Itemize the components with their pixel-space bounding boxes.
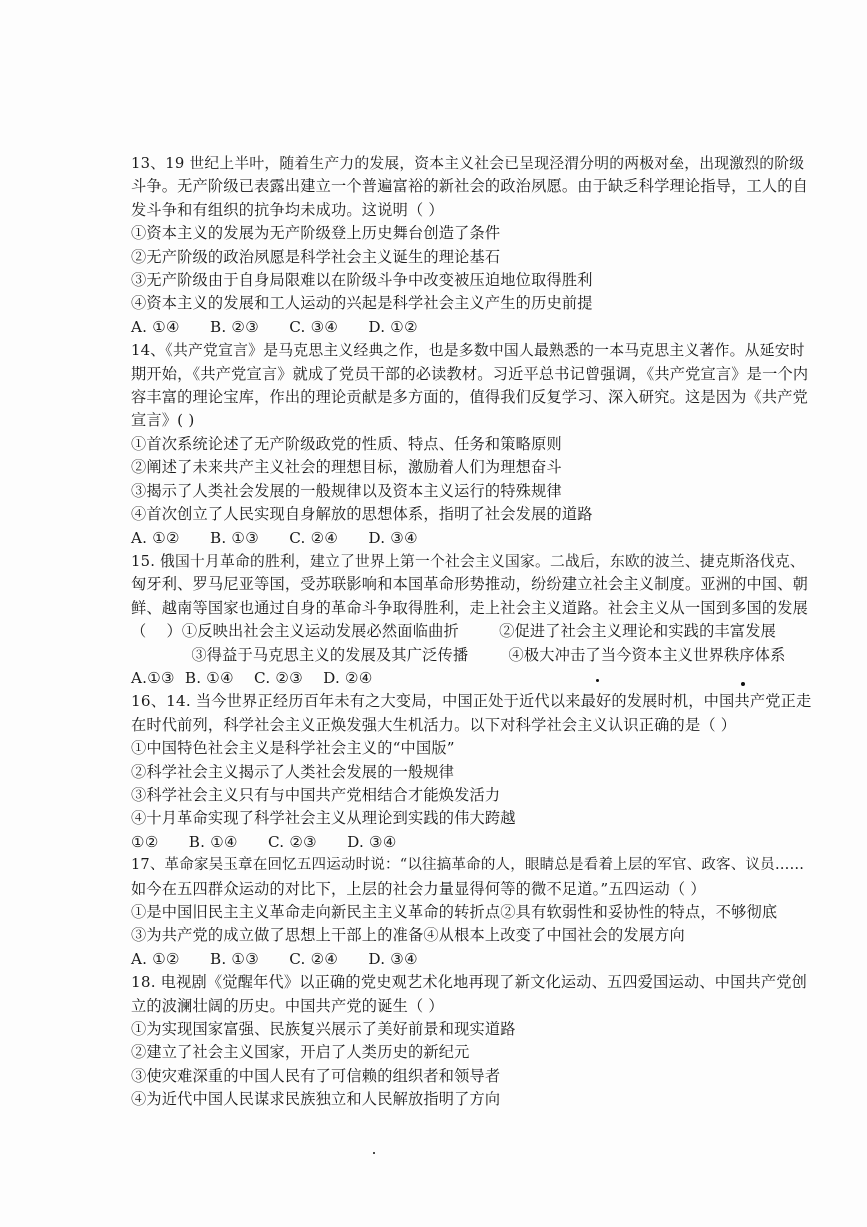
question-14-stem-line-4: 宣言》( ) <box>131 411 195 430</box>
question-13 <box>131 152 809 339</box>
question-13-stem-line-2: 斗争。无产阶级已表露出建立一个普遍富裕的新社会的政治夙愿。由于缺乏科学理论指导，工人的自 <box>131 177 809 196</box>
question-15-choices: A.①③ B. ①④ C. ②③ D. ②④ <box>131 668 373 687</box>
question-17 <box>131 854 803 971</box>
question-15-stem-line-1: 15. 俄国十月革命的胜利，建立了世界上第一个社会主义国家。二战后，东欧的波兰、捷克斯洛伐克、 <box>131 552 805 570</box>
question-17-statements-3-4: ③为共产党的成立做了思想上干部上的准备④从根本上改变了中国社会的发展方向 <box>131 926 685 945</box>
question-16-statement-4: ④十月革命实现了科学社会主义从理论到实践的伟大跨越 <box>131 809 516 828</box>
question-18-statement-4: ④为近代中国人民谋求民族独立和人民解放指明了方向 <box>131 1090 501 1109</box>
question-18-statement-2: ②建立了社会主义国家，开启了人类历史的新纪元 <box>131 1043 470 1062</box>
question-18-statement-3: ③使灾难深重的中国人民有了可信赖的组织者和领导者 <box>131 1066 501 1085</box>
question-16-statement-1: ①中国特色社会主义是科学社会主义的“中国版” <box>131 739 455 758</box>
question-13-choices: A. ①④ B. ②③ C. ③④ D. ①② <box>131 317 418 336</box>
question-16-stem-line-2: 在时代前列，科学社会主义正焕发强大生机活力。以下对科学社会主义认识正确的是（ ） <box>131 715 737 734</box>
question-18 <box>131 971 808 1111</box>
question-13-statement-1: ①资本主义的发展为无产阶级登上历史舞台创造了条件 <box>131 224 501 243</box>
question-18-stem-line-2: 立的波澜壮阔的历史。中国共产党的诞生（ ） <box>131 996 444 1015</box>
question-16-stem-line-1: 16、14. 当今世界正经历百年未有之大变局，中国正处于近代以来最好的发展时机，中国共产党正走 <box>131 692 812 711</box>
question-13-stem-line-1: 13、19 世纪上半叶，随着生产力的发展，资本主义社会已呈现泾渭分明的两极对垒，出现激烈的阶级 <box>131 155 805 172</box>
question-17-statements-1-2: ①是中国旧民主主义革命走向新民主主义革命的转折点②具有软弱性和妥协性的特点，不够彻底 <box>131 903 778 921</box>
question-13-statement-3: ③无产阶级由于自身局限难以在阶级斗争中改变被压迫地位取得胜利 <box>131 271 593 290</box>
question-15-stem-line-3: 鲜、越南等国家也通过自身的革命斗争取得胜利，走上社会主义道路。社会主义从一国到多国的发展 <box>131 598 809 617</box>
question-17-stem-line-1: 17、革命家吴玉章在回忆五四运动时说：“以往搞革命的人，眼睛总是看着上层的军官、政客、议员…… <box>131 857 805 874</box>
question-16-statement-2: ②科学社会主义揭示了人类社会发展的一般规律 <box>131 762 455 781</box>
question-14-choices: A. ①② B. ①③ C. ②④ D. ③④ <box>131 528 418 547</box>
question-14-statement-3: ③揭示了人类社会发展的一般规律以及资本主义运行的特殊规律 <box>131 481 562 500</box>
question-16-choices: ①② B. ①④ C. ②③ D. ③④ <box>131 832 397 851</box>
question-14-stem-line-1: 14、《共产党宣言》是马克思主义经典之作，也是多数中国人最熟悉的一本马克思主义著作。从延安时 <box>131 341 805 360</box>
question-15-statements-1-2: （ ）①反映出社会主义运动发展必然面临曲折 ②促进了社会主义理论和实践的丰富发展 <box>131 622 777 641</box>
question-14-stem-line-2: 期开始，《共产党宣言》就成了党员干部的必读教材。习近平总书记曾强调，《共产党宣言》是一个内 <box>131 364 809 383</box>
question-14-stem-line-3: 容丰富的理论宝库，作出的理论贡献是多方面的，值得我们反复学习、深入研究。这是因为《共产党 <box>131 388 809 407</box>
question-15-stem-line-2: 匈牙利、罗马尼亚等国，受苏联影响和本国革命形势推动，纷纷建立社会主义制度。亚洲的中国、朝 <box>131 575 809 594</box>
question-16 <box>131 690 812 854</box>
scan-speck <box>373 1152 375 1154</box>
question-15 <box>131 550 809 690</box>
question-17-stem-line-2: 如今在五四群众运动的对比下，上层的社会力量显得何等的微不足道。”五四运动（ ） <box>131 879 706 898</box>
question-17-choices: A. ①② B. ①③ C. ②④ D. ③④ <box>131 949 418 968</box>
question-13-statement-4: ④资本主义的发展和工人运动的兴起是科学社会主义产生的历史前提 <box>131 294 593 313</box>
question-14-statement-1: ①首次系统论述了无产阶级政党的性质、特点、任务和策略原则 <box>131 434 562 453</box>
question-list <box>131 152 812 1112</box>
question-18-statement-1: ①为实现国家富强、民族复兴展示了美好前景和现实道路 <box>131 1020 516 1039</box>
question-13-statement-2: ②无产阶级的政治夙愿是科学社会主义诞生的理论基石 <box>131 247 501 266</box>
scan-speck <box>741 682 745 686</box>
question-14 <box>131 339 809 550</box>
question-15-statements-3-4: ③得益于马克思主义的发展及其广泛传播 ④极大冲击了当今资本主义世界秩序体系 <box>131 645 786 664</box>
question-13-stem-line-3: 发斗争和有组织的抗争均未成功。这说明（ ） <box>131 200 444 219</box>
question-14-statement-4: ④首次创立了人民实现自身解放的思想体系，指明了社会发展的道路 <box>131 505 593 524</box>
question-18-stem-line-1: 18. 电视剧《觉醒年代》以正确的党史观艺术化地再现了新文化运动、五四爱国运动、中国共产党创 <box>131 973 808 992</box>
question-14-statement-2: ②阐述了未来共产主义社会的理想目标，激励着人们为理想奋斗 <box>131 458 562 477</box>
question-16-statement-3: ③科学社会主义只有与中国共产党相结合才能焕发活力 <box>131 785 501 804</box>
scan-speck <box>596 679 599 682</box>
